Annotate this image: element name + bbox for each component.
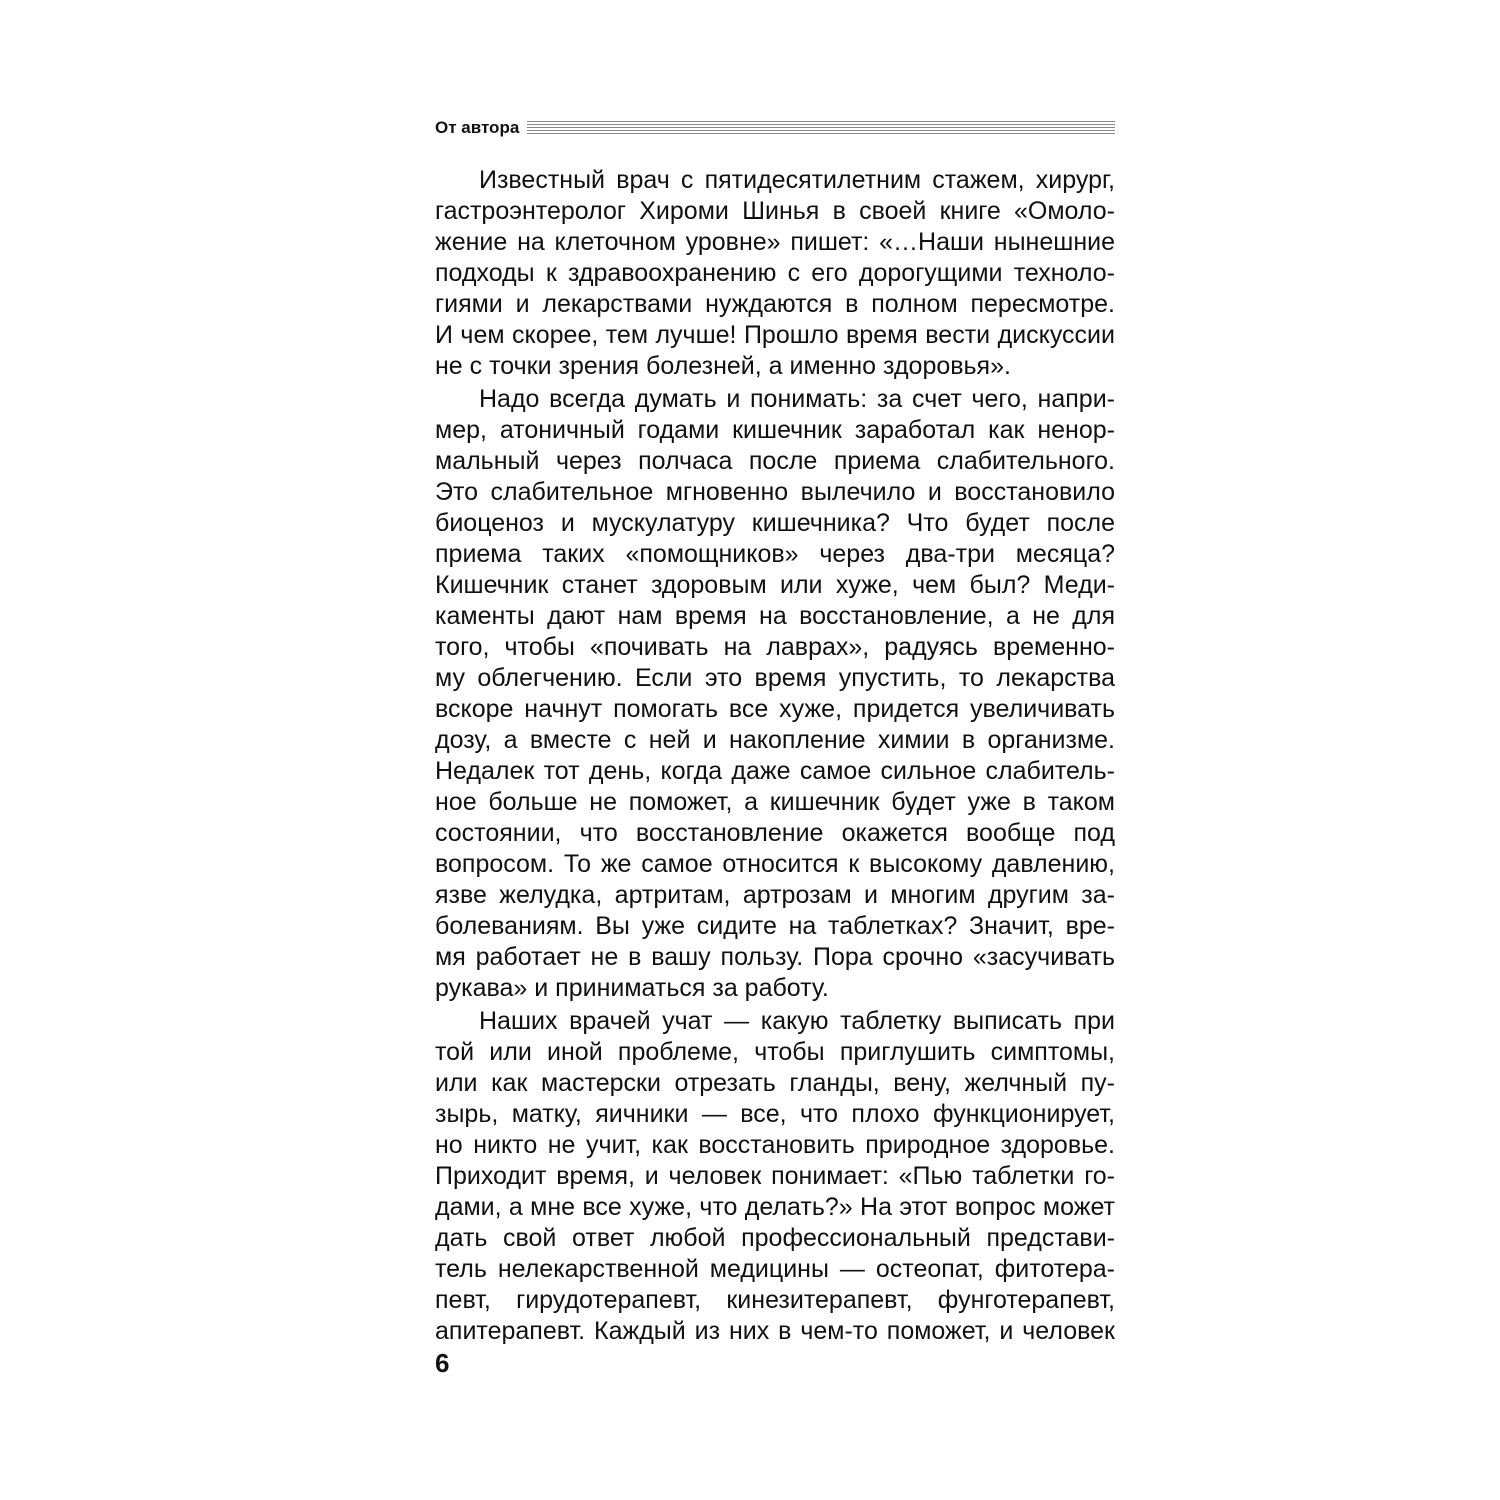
text-line: гиями и лекарствами нуждаются в полном пересмотре.	[435, 290, 1115, 318]
text-line: певт, гирудотерапевт, кинезитерапевт, фунготерапевт,	[435, 1286, 1115, 1314]
text-line: Надо всегда думать и понимать: за счет чего, напри-	[479, 385, 1115, 413]
text-line: состоянии, что восстановление окажется вообще под	[435, 819, 1115, 847]
text-line: мер, атоничный годами кишечник заработал как ненор-	[435, 416, 1115, 444]
text-line: му облегчению. Если это время упустить, то лекарства	[435, 664, 1115, 692]
text-line: Кишечник станет здоровым или хуже, чем был? Меди-	[435, 571, 1115, 599]
text-line: рукава» и приниматься за работу.	[435, 974, 829, 1002]
text-line: дать свой ответ любой профессиональный представи-	[435, 1224, 1115, 1252]
text-line: жение на клеточном уровне» пишет: «…Наши нынешние	[435, 228, 1115, 256]
text-line: приема таких «помощников» через два-три месяца?	[435, 540, 1115, 568]
text-line: язве желудка, артритам, артрозам и многим другим за-	[435, 881, 1115, 909]
running-head	[435, 115, 1115, 139]
text-line: дозу, а вместе с ней и накопление химии в организме.	[435, 726, 1115, 754]
text-line: Известный врач с пятидесятилетним стажем, хирург,	[479, 166, 1115, 194]
text-line: мальный через полчаса после приема слабительного.	[435, 447, 1115, 475]
text-line: не с точки зрения болезней, а именно здоровья».	[435, 352, 1011, 380]
text-line: Недалек тот день, когда даже самое сильное слабитель-	[435, 757, 1115, 785]
text-line: И чем скорее, тем лучше! Прошло время вести дискуссии	[435, 321, 1115, 349]
body-text	[435, 165, 1115, 1349]
text-line: подходы к здравоохранению с его дорогущими техноло-	[435, 259, 1115, 287]
text-line: гастроэнтеролог Хироми Шинья в своей книге «Омоло-	[435, 197, 1115, 225]
text-line: апитерапевт. Каждый из них в чем-то поможет, и человек	[435, 1317, 1115, 1345]
paragraph	[435, 165, 1115, 382]
text-line: мя работает не в вашу пользу. Пора срочно «засучивать	[435, 943, 1115, 971]
text-line: той или иной проблеме, чтобы приглушить симптомы,	[435, 1038, 1115, 1066]
text-line: болеваниям. Вы уже сидите на таблетках? Значит, вре-	[435, 912, 1115, 940]
text-line: вопросом. То же самое относится к высокому давлению,	[435, 850, 1115, 878]
text-line: Это слабительное мгновенно вылечило и восстановило	[435, 478, 1115, 506]
text-line: Приходит время, и человек понимает: «Пью таблетки го-	[435, 1162, 1115, 1190]
text-line: зырь, матку, яичники — все, что плохо функционирует,	[435, 1100, 1115, 1128]
text-line: или как мастерски отрезать гланды, вену, желчный пу-	[435, 1069, 1115, 1097]
running-head-title: От автора	[435, 117, 520, 137]
text-line: вскоре начнут помогать все хуже, придется увеличивать	[435, 695, 1115, 723]
text-line: дами, а мне все хуже, что делать?» На этот вопрос может	[435, 1193, 1115, 1221]
text-line: но никто не учит, как восстановить природное здоровье.	[435, 1131, 1115, 1159]
running-head-rules	[527, 121, 1115, 135]
text-line: биоценоз и мускулатуру кишечника? Что будет после	[435, 509, 1115, 537]
text-line: ное больше не поможет, а кишечник будет уже в таком	[435, 788, 1115, 816]
text-line: каменты дают нам время на восстановление, а не для	[435, 602, 1115, 630]
page-number: 6	[435, 1348, 450, 1378]
text-line: тель нелекарственной медицины — остеопат, фитотера-	[435, 1255, 1115, 1283]
paragraph	[435, 384, 1115, 1004]
text-line: того, чтобы «почивать на лаврах», радуясь временно-	[435, 633, 1115, 661]
paragraph	[435, 1006, 1115, 1347]
text-line: Наших врачей учат — какую таблетку выписать при	[479, 1007, 1115, 1035]
